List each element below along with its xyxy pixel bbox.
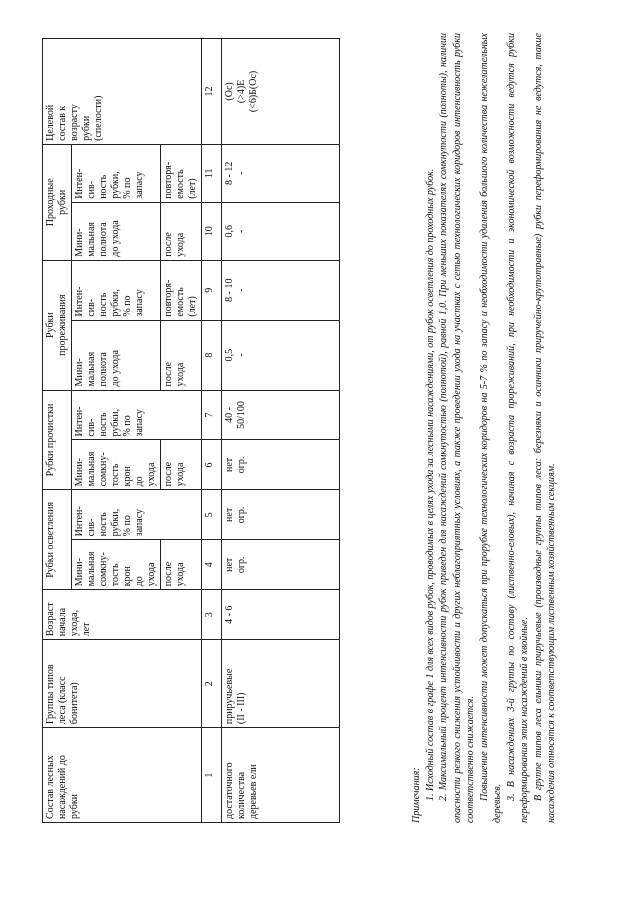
header-prohodnye: Проходные рубки bbox=[43, 144, 72, 260]
cell-proch-closure: нет огр. bbox=[222, 440, 340, 490]
header-min-density: Мини- мальная полнота до ухода bbox=[72, 202, 161, 260]
header-after-care: после ухода bbox=[161, 440, 202, 490]
cell-forest-group: приручьевые (II - III) bbox=[222, 640, 340, 728]
column-number: 12 bbox=[202, 39, 222, 145]
notes-section bbox=[410, 33, 559, 823]
header-prochistka: Рубки прочистки bbox=[43, 390, 72, 490]
header-intensity: Интен- сив- ность рубки, % по запасу bbox=[72, 260, 161, 320]
column-number: 8 bbox=[202, 320, 222, 390]
note-1: 1. Исходный состав в графе 1 для всех видов рубок, проводимых в целях ухода за лесными насаждениями, от рубок осветления до проходных рубок. bbox=[424, 168, 436, 801]
column-number: 1 bbox=[202, 728, 222, 823]
cell-prored-density: 0,5 - bbox=[222, 320, 340, 390]
column-number: 5 bbox=[202, 490, 222, 540]
header-intensity: Интен- сив- ность рубки, % по запасу bbox=[72, 490, 202, 540]
header-min-closure: Мини- мальная сомкну- тость крон до ухода bbox=[72, 540, 161, 590]
column-number: 4 bbox=[202, 540, 222, 590]
cell-prohod-density: 0,6 - bbox=[222, 202, 340, 260]
header-after-care: после ухода bbox=[161, 320, 202, 390]
cell-osv-intensity: нет огр. bbox=[222, 490, 340, 540]
column-number: 7 bbox=[202, 390, 222, 440]
column-number: 2 bbox=[202, 640, 222, 728]
header-after-care: после ухода bbox=[161, 540, 202, 590]
header-forest-groups: Группы типов леса (класс бонитета) bbox=[43, 640, 202, 728]
cell-prored-intensity: 8 - 10 - bbox=[222, 260, 340, 320]
notes-title: Примечания: bbox=[411, 767, 422, 823]
forest-care-table bbox=[42, 38, 340, 823]
cell-prohod-intensity: 8 - 12 - bbox=[222, 144, 340, 202]
header-composition: Состав лесных насаждений до рубки bbox=[43, 728, 202, 823]
column-number-row bbox=[202, 39, 222, 823]
column-number: 11 bbox=[202, 144, 222, 202]
cell-proch-intensity: 40 - 50/100 bbox=[222, 390, 340, 440]
column-number: 3 bbox=[202, 590, 222, 640]
header-target-composition: Целевой состав к возрасту рубки (спелости) bbox=[43, 39, 202, 145]
header-repeat-interval: повторя- емость (лет) bbox=[161, 144, 202, 202]
header-min-density: Мини- мальная полнота до ухода bbox=[72, 320, 161, 390]
header-min-closure: Мини- мальная сомкну- тость крон до ухода bbox=[72, 440, 161, 490]
note-2-continued: Повышение интенсивности может допускаться при прорубке технологических коридоров на 5-7 % по запасу и необходимости удаления большого количества нежелательных деревьев. bbox=[478, 33, 503, 823]
column-number: 9 bbox=[202, 260, 222, 320]
note-2: 2. Максимальный процент интенсивности рубок приведен для насаждений сомкнутостью (полнотой), равной 1,0. При меньших показателях сомкнутости (полноты), наличии опасности резкого снижения устойчивости и других неблагоприятных условиях, а также проведении ухода на участках с сетью технологических коридоров интенсивность рубки соответственно снижается. bbox=[438, 33, 476, 823]
cell-start-age: 4 - 6 bbox=[222, 590, 340, 640]
header-intensity: Интен- сив- ность рубки, % по запасу bbox=[72, 390, 202, 440]
header-after-care: после ухода bbox=[161, 202, 202, 260]
header-start-age: Возраст начала ухода, лет bbox=[43, 590, 202, 640]
note-3: 3. В насаждениях 3-й группы по составу (лиственно-еловых), начиная с возраста прореживаний, при необходимости и экономической возможности ведутся рубки переформирования этих насаждений в хвойные. bbox=[505, 33, 530, 823]
cell-composition: достаточного количества деревьев ели bbox=[222, 728, 340, 823]
header-prorezhivanie: Рубки прореживания bbox=[43, 260, 72, 390]
table-row bbox=[222, 39, 340, 823]
header-repeat-interval: повторя- емость (лет) bbox=[161, 260, 202, 320]
cell-osv-closure: нет огр. bbox=[222, 540, 340, 590]
cell-target-composition: (Ос) (>4)Е (<6)Б(Ос) bbox=[222, 39, 340, 145]
header-osvetlenie: Рубки осветления bbox=[43, 490, 72, 590]
column-number: 6 bbox=[202, 440, 222, 490]
column-number: 10 bbox=[202, 202, 222, 260]
note-3-continued: В группе типов леса ельники приручьевые (производные группы типов леса: березняки и осинники приручейно-крутотравные) рубки переформирования не ведутся, такие насаждения относятся к соответствующим лиственным хозяйственным секциям. bbox=[532, 33, 557, 823]
header-intensity: Интен- сив- ность рубки, % по запасу bbox=[72, 144, 161, 202]
